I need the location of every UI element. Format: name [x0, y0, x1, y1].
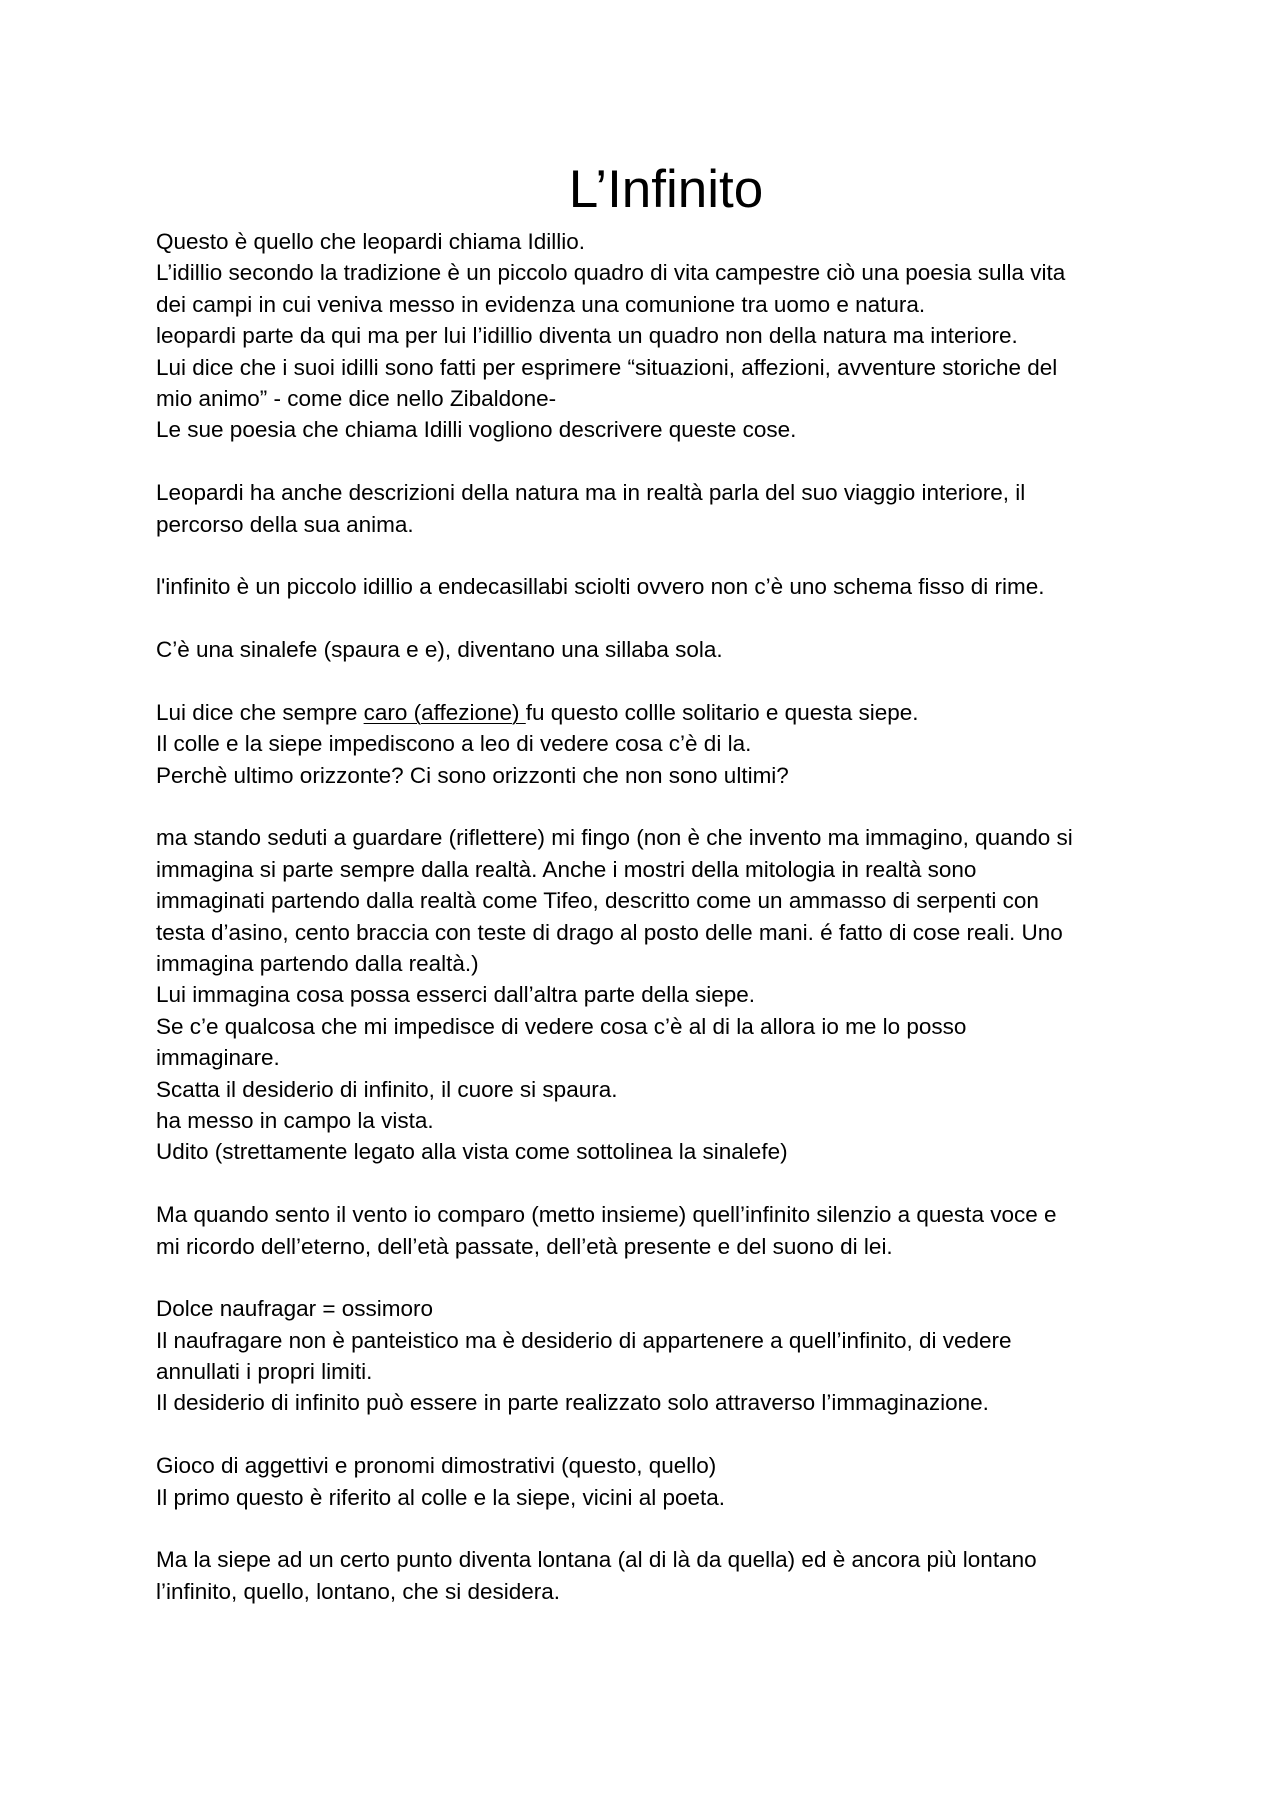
paragraph-line: Scatta il desiderio di infinito, il cuore si spaura. — [156, 1076, 618, 1102]
document-body — [156, 226, 1146, 1607]
text-segment: fu questo collle solitario e questa siepe. — [525, 699, 919, 725]
paragraph-line: mi ricordo dell’eterno, dell’età passate, dell’età presente e del suono di lei. — [156, 1233, 893, 1259]
paragraph-line: Gioco di aggettivi e pronomi dimostrativi (questo, quello) — [156, 1453, 717, 1479]
blank-line — [156, 791, 1146, 822]
blank-line — [156, 446, 1146, 477]
document-title: L’Infinito — [568, 160, 764, 219]
paragraph-line: C’è una sinalefe (spaura e e), diventano una sillaba sola. — [156, 637, 723, 663]
paragraph-line: Leopardi ha anche descrizioni della natura ma in realtà parla del suo viaggio interiore, il — [156, 480, 1026, 506]
blank-line — [156, 603, 1146, 634]
paragraph-line: immaginare. — [156, 1045, 280, 1071]
paragraph-line: leopardi parte da qui ma per lui l’idillio diventa un quadro non della natura ma interiore. — [156, 323, 1018, 349]
paragraph-line: Dolce naufragar = ossimoro — [156, 1296, 434, 1322]
paragraph-line: l'infinito è un piccolo idillio a endecasillabi sciolti ovvero non c’è uno schema fisso di rime. — [156, 574, 1045, 600]
paragraph-line: Questo è quello che leopardi chiama Idillio. — [156, 229, 586, 254]
blank-line — [156, 1168, 1146, 1199]
text-segment: Lui dice che sempre — [156, 699, 364, 725]
paragraph-line: Il primo questo è riferito al colle e la siepe, vicini al poeta. — [156, 1484, 726, 1510]
paragraph-line: annullati i propri limiti. — [156, 1359, 373, 1385]
paragraph-line: ha messo in campo la vista. — [156, 1107, 434, 1133]
paragraph-line: Le sue poesia che chiama Idilli vogliono descrivere queste cose. — [156, 417, 797, 443]
blank-line — [156, 1513, 1146, 1544]
blank-line — [156, 1419, 1146, 1450]
blank-line — [156, 1262, 1146, 1293]
paragraph-line: Il desiderio di infinito può essere in parte realizzato solo attraverso l’immaginazione. — [156, 1390, 989, 1416]
paragraph-line: Lui immagina cosa possa esserci dall’altra parte della siepe. — [156, 982, 756, 1008]
paragraph-line: Udito (strettamente legato alla vista come sottolinea la sinalefe) — [156, 1139, 788, 1165]
paragraph-line: Se c’e qualcosa che mi impedisce di vedere cosa c’è al di la allora io me lo posso — [156, 1013, 967, 1039]
document-page — [156, 156, 1146, 1607]
paragraph-line: Ma la siepe ad un certo punto diventa lontana (al di là da quella) ed è ancora più lontano — [156, 1547, 1037, 1573]
paragraph-line: Il naufragare non è panteistico ma è desiderio di appartenere a quell’infinito, di vedere — [156, 1327, 1012, 1353]
paragraph-line: dei campi in cui veniva messo in evidenza una comunione tra uomo e natura. — [156, 291, 926, 317]
paragraph-line: percorso della sua anima. — [156, 511, 414, 537]
paragraph-line: L’idillio secondo la tradizione è un piccolo quadro di vita campestre ciò una poesia sulla vita — [156, 260, 1066, 286]
paragraph-line: Perchè ultimo orizzonte? Ci sono orizzonti che non sono ultimi? — [156, 762, 789, 788]
paragraph-line: ma stando seduti a guardare (riflettere) mi fingo (non è che invento ma immagino, quando si — [156, 825, 1073, 851]
underlined-text: caro (affezione) — [363, 699, 526, 725]
paragraph-line: immagina si parte sempre dalla realtà. Anche i mostri della mitologia in realtà sono — [156, 856, 977, 882]
paragraph-line: immaginati partendo dalla realtà come Tifeo, descritto come un ammasso di serpenti con — [156, 888, 1039, 914]
blank-line — [156, 665, 1146, 696]
paragraph-line — [156, 697, 1146, 728]
paragraph-line: Ma quando sento il vento io comparo (metto insieme) quell’infinito silenzio a questa voce e — [156, 1202, 1057, 1228]
blank-line — [156, 540, 1146, 571]
paragraph-line: Lui dice che i suoi idilli sono fatti per esprimere “situazioni, affezioni, avventure storiche del — [156, 354, 1058, 380]
paragraph-line: testa d’asino, cento braccia con teste di drago al posto delle mani. é fatto di cose reali. Uno — [156, 919, 1063, 945]
paragraph-line: l’infinito, quello, lontano, che si desidera. — [156, 1578, 561, 1604]
paragraph-line: immagina partendo dalla realtà.) — [156, 950, 479, 976]
paragraph-line: Il colle e la siepe impediscono a leo di vedere cosa c’è di la. — [156, 731, 752, 757]
paragraph-line: mio animo” - come dice nello Zibaldone- — [156, 385, 557, 411]
